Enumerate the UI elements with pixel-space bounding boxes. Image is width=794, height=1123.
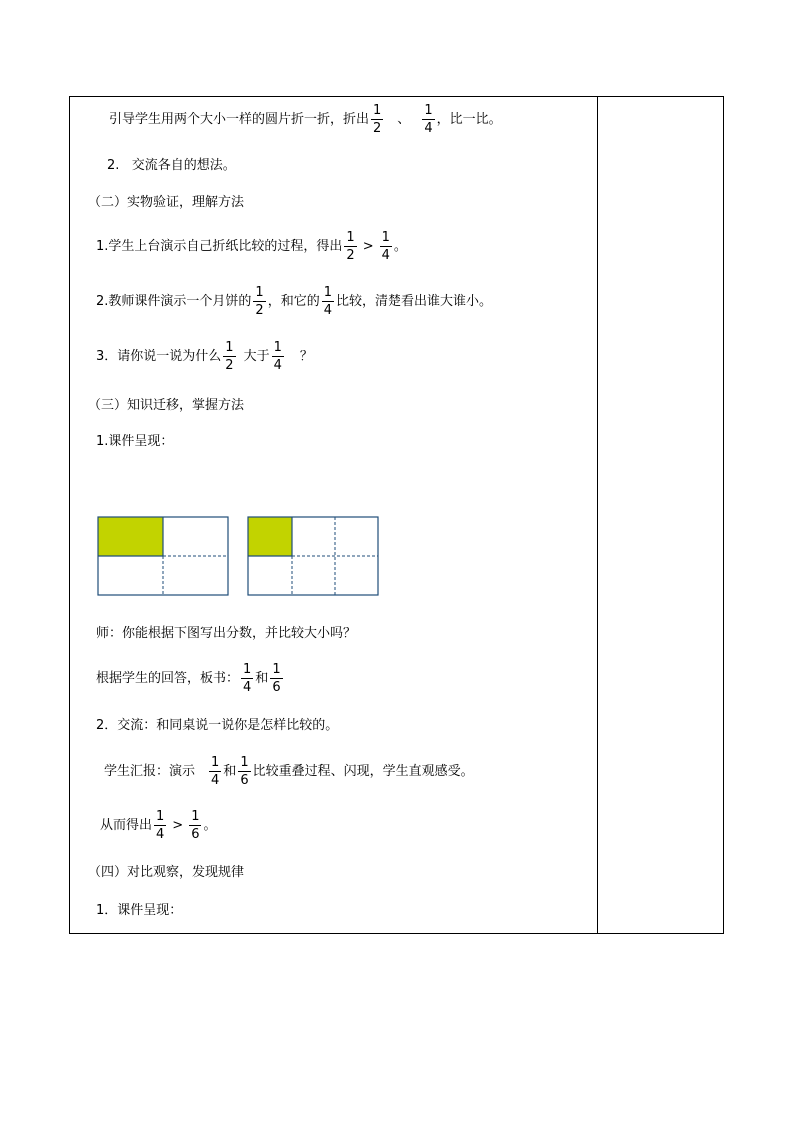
line-conclusion <box>100 806 217 844</box>
line-teacher-question <box>96 625 356 641</box>
fraction-one-quarter <box>154 810 166 841</box>
fraction-one-quarter <box>422 104 434 135</box>
denominator: 6 <box>240 772 249 788</box>
text: 。 <box>393 238 407 254</box>
fraction-one-sixth <box>189 810 201 841</box>
text: 引导学生用两个大小一样的圆片折一折，折出 <box>109 111 370 127</box>
denominator: 4 <box>156 826 165 842</box>
text: 学生汇报：演示 <box>104 763 196 779</box>
denominator: 6 <box>272 679 281 695</box>
text: 3．请你说一说为什么 <box>96 348 222 364</box>
text: ？ <box>299 348 313 364</box>
numerator: 1 <box>323 284 332 300</box>
text: （四）对比观察，发现规律 <box>88 864 245 880</box>
text: 、 <box>397 111 411 127</box>
text: 1.课件呈现： <box>96 433 174 449</box>
fraction-one-quarter <box>322 286 334 317</box>
denominator: 2 <box>346 247 355 263</box>
denominator: 6 <box>191 826 200 842</box>
text: 2. 交流各自的想法。 <box>107 157 236 173</box>
text: ，和它的 <box>267 293 320 309</box>
numerator: 1 <box>225 339 234 355</box>
greater-than: > <box>362 238 374 254</box>
text: 大于 <box>243 348 270 364</box>
denominator: 2 <box>255 302 264 318</box>
line-explain-why <box>96 337 313 375</box>
numerator: 1 <box>272 661 281 677</box>
line-courseware <box>96 433 173 449</box>
text: 师：你能根据下图写出分数，并比较大小吗？ <box>96 625 357 641</box>
text: 和 <box>255 670 269 686</box>
text: 和 <box>223 763 237 779</box>
line-discussion <box>96 717 338 733</box>
line-exchange-ideas <box>107 157 236 173</box>
denominator: 4 <box>424 120 433 136</box>
text: ，比一比。 <box>436 111 502 127</box>
text: （三）知识迁移，掌握方法 <box>88 397 245 413</box>
fraction-one-half <box>223 341 235 372</box>
denominator: 2 <box>225 357 234 373</box>
section-4-heading <box>88 864 244 880</box>
numerator: 1 <box>211 754 220 770</box>
denominator: 4 <box>243 679 252 695</box>
text: 1．课件呈现： <box>96 902 183 918</box>
section-3-heading <box>88 397 244 413</box>
numerator: 1 <box>346 229 355 245</box>
denominator: 4 <box>273 357 282 373</box>
greater-than: > <box>172 817 184 833</box>
numerator: 1 <box>255 284 264 300</box>
numerator: 1 <box>156 808 165 824</box>
denominator: 4 <box>211 772 220 788</box>
text: （二）实物验证，理解方法 <box>88 194 245 210</box>
denominator: 2 <box>373 120 382 136</box>
numerator: 1 <box>191 808 200 824</box>
denominator: 4 <box>381 247 390 263</box>
fraction-one-half <box>253 286 265 317</box>
text: 比较，清楚看出谁大谁小。 <box>335 293 492 309</box>
line-courseware-2 <box>96 902 182 918</box>
text: 比较重叠过程、闪现，学生直观感受。 <box>252 763 474 779</box>
line-student-demo <box>96 227 407 265</box>
text: 1.学生上台演示自己折纸比较的过程，得出 <box>96 238 343 254</box>
text: 根据学生的回答，板书： <box>96 670 240 686</box>
numerator: 1 <box>424 102 433 118</box>
numerator: 1 <box>273 339 282 355</box>
text: 从而得出 <box>100 817 153 833</box>
line-board-writing <box>96 659 285 697</box>
fraction-rectangles-figure <box>96 515 382 599</box>
numerator: 1 <box>240 754 249 770</box>
fraction-one-half <box>371 104 383 135</box>
rect-quarters <box>98 517 228 595</box>
line-student-report <box>104 752 474 790</box>
text: 。 <box>203 817 217 833</box>
denominator: 4 <box>323 302 332 318</box>
line-fold-circles <box>109 100 502 138</box>
fraction-one-sixth <box>238 756 250 787</box>
fraction-one-quarter <box>209 756 221 787</box>
column-divider <box>597 97 598 933</box>
fraction-one-sixth <box>270 663 282 694</box>
numerator: 1 <box>381 229 390 245</box>
line-teacher-demo <box>96 282 492 320</box>
section-2-heading <box>88 194 244 210</box>
rect-sixths <box>248 517 378 595</box>
fraction-one-quarter <box>380 231 392 262</box>
fraction-one-quarter <box>241 663 253 694</box>
numerator: 1 <box>373 102 382 118</box>
text: 2.教师课件演示一个月饼的 <box>96 293 252 309</box>
numerator: 1 <box>243 661 252 677</box>
fraction-one-half <box>344 231 356 262</box>
fraction-one-quarter <box>272 341 284 372</box>
text: 2．交流：和同桌说一说你是怎样比较的。 <box>96 717 339 733</box>
